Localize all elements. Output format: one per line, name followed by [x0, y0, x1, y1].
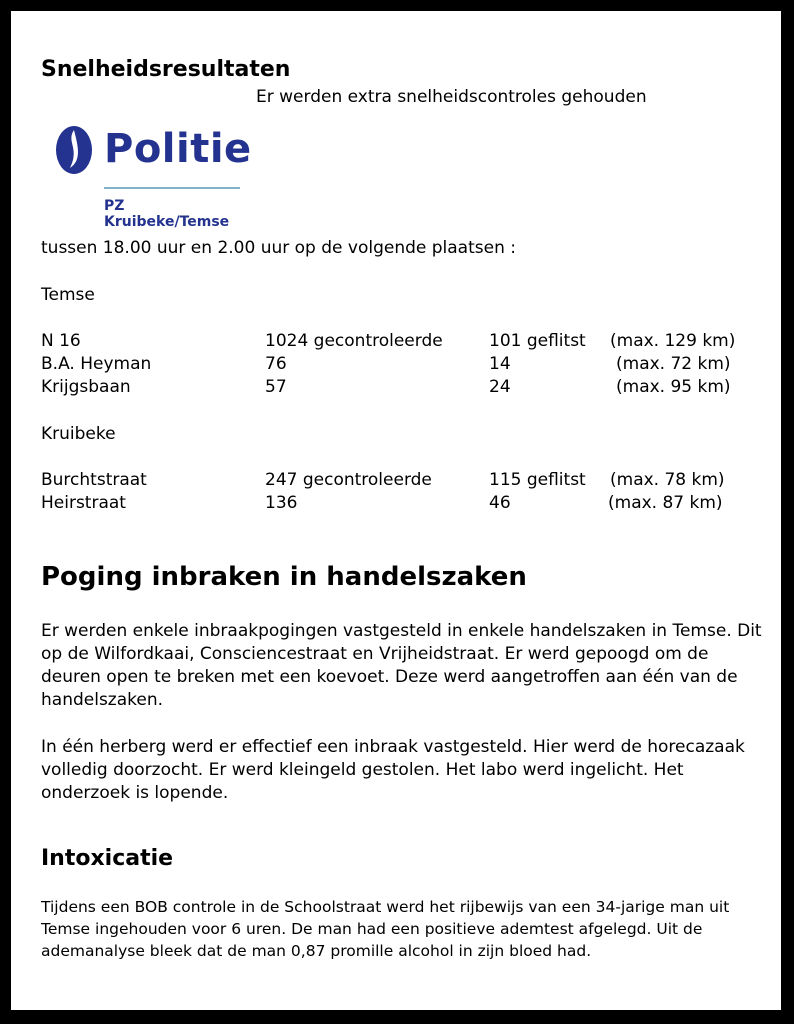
table-cell-flashed: 115 geflitst	[489, 470, 586, 490]
table-cell-max: (max. 87 km)	[608, 493, 723, 513]
intox-paragraph: Tijdens een BOB controle in de Schoolstraat werd het rijbewijs van een 34-jarige man uit Temse ingehouden voor 6 uren. De man had een positieve ademtest afgelegd. Uit de ademanalyse bleek dat de man 0,87 promille alcohol in zijn bloed had.	[41, 898, 730, 960]
flame-icon	[54, 124, 94, 176]
table-cell-place: Burchtstraat	[41, 470, 147, 490]
table-cell-max: (max. 95 km)	[616, 377, 731, 397]
table-cell-checked: 1024 gecontroleerde	[265, 331, 443, 351]
table-cell-max: (max. 78 km)	[610, 470, 725, 490]
intox-title: Intoxicatie	[41, 846, 174, 871]
table-cell-flashed: 46	[489, 493, 511, 513]
table-cell-place: Krijgsbaan	[41, 377, 131, 397]
logo-divider	[104, 187, 240, 189]
burglary-paragraph-1: Er werden enkele inbraakpogingen vastgesteld in enkele handelszaken in Temse. Dit op de Wilfordkaai, Consciencestraat en Vrijheidstraat. Er werd gepoogd om de deuren open te breken met een koevoet. Deze werd aangetroffen aan één van de handelszaken.	[41, 621, 762, 710]
table-cell-checked: 57	[265, 377, 287, 397]
burglary-title: Poging inbraken in handelszaken	[41, 562, 527, 592]
group-name-temse: Temse	[41, 285, 95, 305]
table-cell-place: N 16	[41, 331, 81, 351]
logo-subtitle: PZ Kruibeke/Temse	[104, 198, 230, 230]
group-name-kruibeke: Kruibeke	[41, 424, 116, 444]
speed-intro-line2: tussen 18.00 uur en 2.00 uur op de volgende plaatsen :	[41, 238, 516, 258]
burglary-paragraph-2: In één herberg werd er effectief een inbraak vastgesteld. Hier werd de horecazaak volledig doorzocht. Er werd kleingeld gestolen. Het labo werd ingelicht. Het onderzoek is lopende.	[41, 737, 745, 803]
table-cell-max: (max. 129 km)	[610, 331, 736, 351]
table-cell-flashed: 14	[489, 354, 511, 374]
table-cell-checked: 136	[265, 493, 298, 513]
speed-intro-line1: Er werden extra snelheidscontroles gehouden	[256, 87, 647, 107]
document-page	[11, 11, 781, 1010]
table-cell-checked: 76	[265, 354, 287, 374]
table-cell-max: (max. 72 km)	[616, 354, 731, 374]
table-cell-flashed: 24	[489, 377, 511, 397]
table-cell-place: Heirstraat	[41, 493, 126, 513]
politie-logo	[40, 106, 254, 230]
table-cell-checked: 247 gecontroleerde	[265, 470, 432, 490]
logo-word: Politie	[104, 126, 252, 172]
table-cell-place: B.A. Heyman	[41, 354, 152, 374]
table-cell-flashed: 101 geflitst	[489, 331, 586, 351]
speed-title: Snelheidsresultaten	[41, 57, 291, 82]
